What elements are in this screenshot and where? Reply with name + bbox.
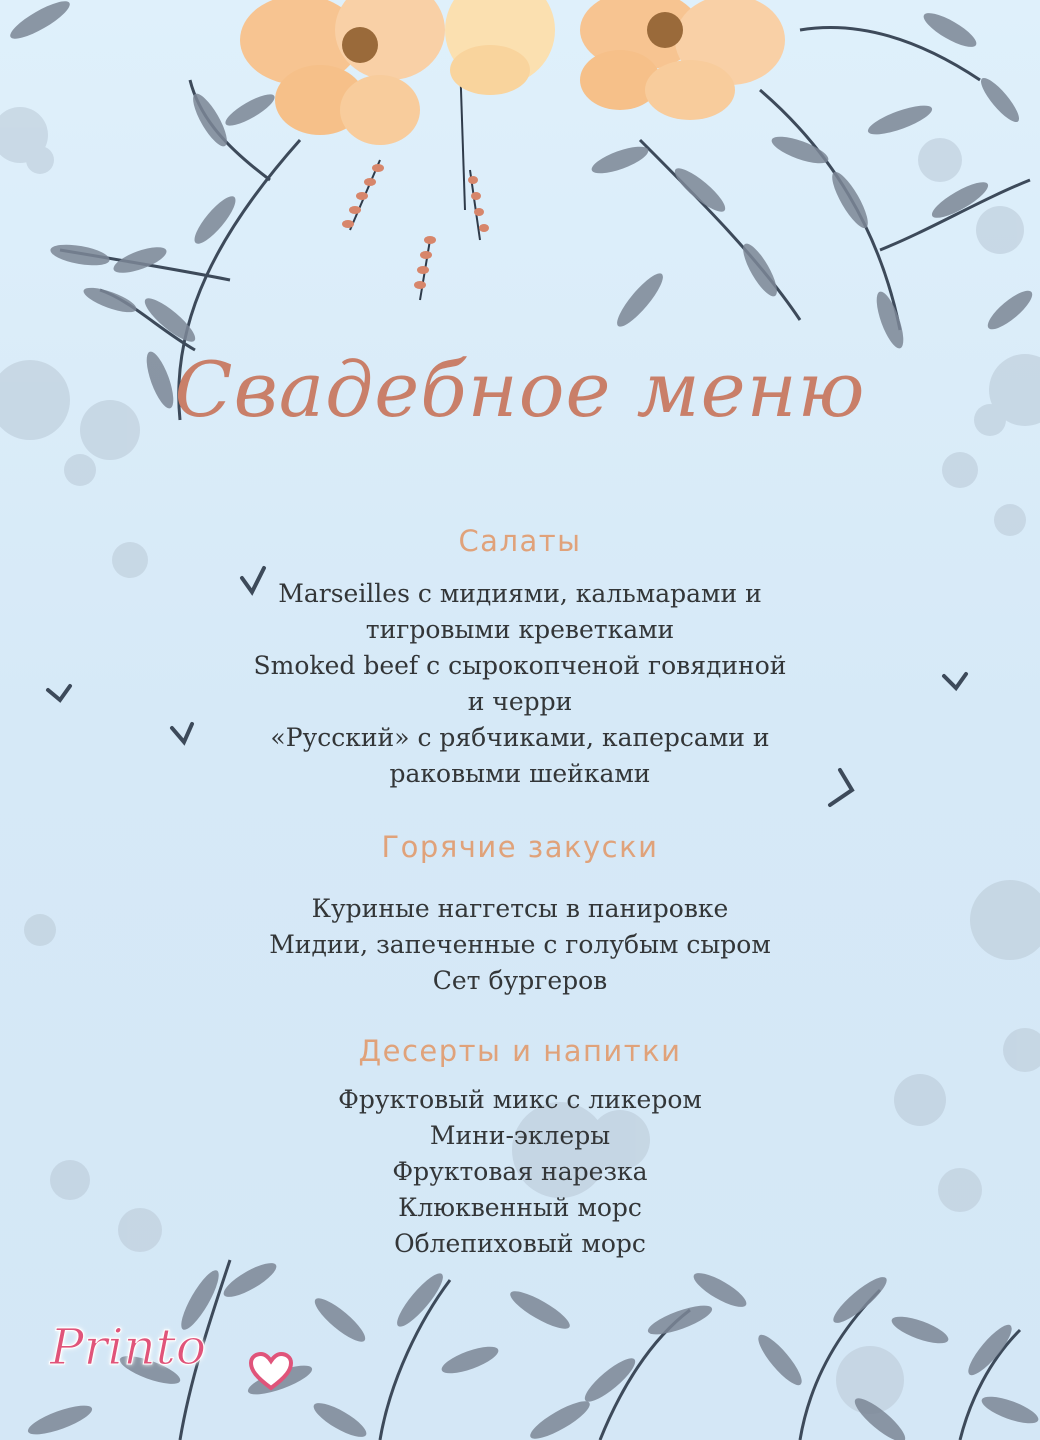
menu-item: Фруктовая нарезка xyxy=(392,1157,648,1186)
section-title-salads: Салаты xyxy=(458,524,582,558)
section-items-salads xyxy=(0,576,1040,792)
menu-item: Фруктовый микс с ликером xyxy=(338,1085,702,1114)
menu-item: Мидии, запеченные с голубым сыром xyxy=(269,930,771,959)
section-items-desserts-drinks xyxy=(0,1082,1040,1262)
section-title-desserts-drinks: Десерты и напитки xyxy=(358,1034,682,1068)
menu-item: «Русский» с рябчиками, каперсами и xyxy=(270,723,770,752)
menu-item: Сет бургеров xyxy=(432,966,608,995)
menu-item: Куриные наггетсы в панировке xyxy=(311,894,729,923)
flower-right xyxy=(580,0,785,120)
menu-item: Smoked beef с сырокопченой говядиной xyxy=(253,651,787,680)
menu-item: Marseilles с мидиями, кальмарами и xyxy=(278,579,762,608)
menu-item: тигровыми креветками xyxy=(365,615,675,644)
menu-item: Клюквенный морс xyxy=(398,1193,642,1222)
flower-center xyxy=(445,0,555,95)
menu-item: и черри xyxy=(467,687,573,716)
section-items-hot-appetizers xyxy=(0,891,1040,999)
menu-title: Свадебное меню xyxy=(174,345,866,434)
heart-icon xyxy=(248,1352,294,1392)
terracotta-buds xyxy=(342,164,489,289)
menu-item: раковыми шейками xyxy=(389,759,651,788)
peach-flowers xyxy=(240,0,785,145)
printo-logo: Printo xyxy=(50,1318,206,1376)
menu-item: Облепиховый морс xyxy=(394,1229,646,1258)
menu-item: Мини-эклеры xyxy=(429,1121,611,1150)
flower-left xyxy=(240,0,445,145)
section-title-hot-appetizers: Горячие закуски xyxy=(381,830,659,864)
